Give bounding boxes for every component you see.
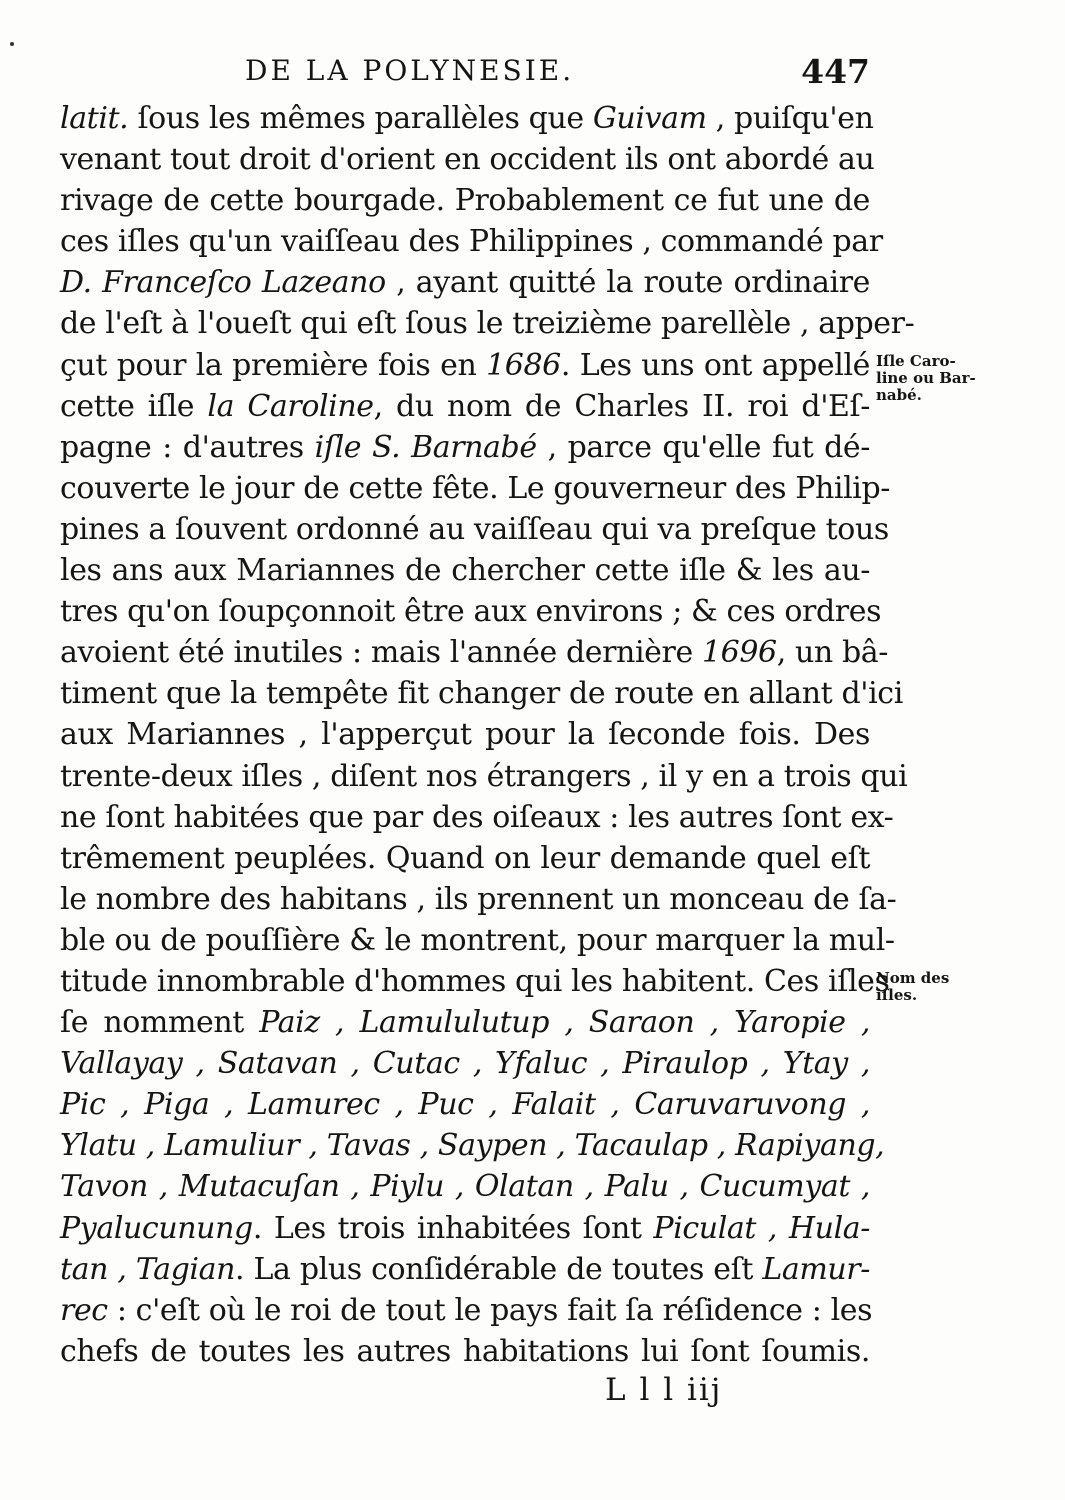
text-line: trente-deux iſles , diſent nos étrangers , il y en a trois qui — [60, 758, 908, 794]
text-line: timent que la tempête fit changer de route en allant d'ici — [60, 676, 903, 712]
text-line: couverte le jour de cette fête. Le gouverneur des Philip- — [60, 470, 891, 506]
text-line: chefs de toutes les autres habitations lui ſont ſoumis. — [60, 1333, 870, 1369]
text-line: venant tout droit d'orient en occident ils ont abordé au — [60, 142, 875, 178]
margin-note-caroline — [876, 353, 986, 404]
text-line: çut pour la première fois en 1686. Les uns ont appellé — [60, 347, 870, 383]
text-line: titude innombrable d'hommes qui les habitent. Ces iſles — [60, 963, 890, 999]
text-line: pines a ſouvent ordonné au vaiſſeau qui va preſque tous — [60, 511, 889, 547]
text-line: latit. ſous les mêmes parallèles que Guivam , puiſqu'en — [60, 101, 874, 136]
margin-note-line: Iſle Caro- — [876, 352, 956, 370]
text-line: Ylatu , Lamuliur , Tavas , Saypen , Tacaulap , Rapiyang, — [60, 1128, 885, 1164]
text-line: tan , Tagian. La plus conſidérable de toutes eſt Lamur- — [60, 1251, 870, 1287]
text-line: D. Franceſco Lazeano , ayant quitté la route ordinaire — [60, 265, 870, 301]
text-line: Vallayay , Satavan , Cutac , Yfaluc , Piraulop , Ytay , — [60, 1046, 870, 1082]
text-line: les ans aux Mariannes de chercher cette iſle & les au- — [60, 553, 870, 589]
text-line: ble ou de pouſſière & le montrent, pour marquer la mul- — [60, 922, 895, 958]
text-line: tres qu'on ſoupçonnoit être aux environs ; & ces ordres — [60, 594, 882, 630]
text-line: ſe nomment Paiz , Lamululutup , Saraon , Yaropie , — [60, 1005, 870, 1041]
text-line: cette iſle la Caroline, du nom de Charles II. roi d'Eſ- — [60, 388, 870, 424]
text-line: Pyalucunung. Les trois inhabitées ſont Piculat , Hula- — [60, 1210, 870, 1246]
text-line: pagne : d'autres iſle S. Barnabé , parce qu'elle fut dé- — [60, 429, 870, 465]
text-line: rec : c'eſt où le roi de tout le pays fait ſa réſidence : les — [60, 1292, 873, 1328]
signature-mark: L l l iij — [605, 1372, 723, 1408]
text-line: Tavon , Mutacuſan , Piylu , Olatan , Palu , Cucumyat , — [60, 1169, 870, 1205]
margin-note-line: Nom des — [876, 969, 950, 987]
margin-note-line: nabé. — [876, 386, 922, 404]
text-line: trêmement peuplées. Quand on leur demande quel eſt — [60, 840, 870, 876]
text-line: de l'eſt à l'oueſt qui eſt ſous le treizième parellèle , apper- — [60, 306, 915, 342]
text-line: aux Mariannes , l'apperçut pour la ſeconde fois. Des — [60, 717, 870, 753]
text-line: avoient été inutiles : mais l'année dernière 1696, un bâ- — [60, 635, 888, 671]
margin-note-line: iſles. — [876, 986, 918, 1004]
page-number: 447 — [801, 52, 870, 91]
margin-note-line: line ou Bar- — [876, 369, 976, 387]
text-line: rivage de cette bourgade. Probablement ce fut une de — [60, 183, 870, 219]
stray-ink-mark — [10, 42, 14, 46]
text-line: ne ſont habitées que par des oiſeaux : les autres ſont ex- — [60, 799, 894, 835]
text-line: Pic , Piga , Lamurec , Puc , Falait , Caruvaruvong , — [60, 1087, 870, 1123]
text-line: le nombre des habitans , ils prennent un monceau de ſa- — [60, 881, 897, 917]
margin-note-nom-des-isles — [876, 970, 986, 1004]
page-header — [245, 52, 870, 100]
running-title: DE LA POLYNESIE. — [245, 54, 575, 87]
text-line: ces iſles qu'un vaiſſeau des Philippines , commandé par — [60, 224, 883, 260]
